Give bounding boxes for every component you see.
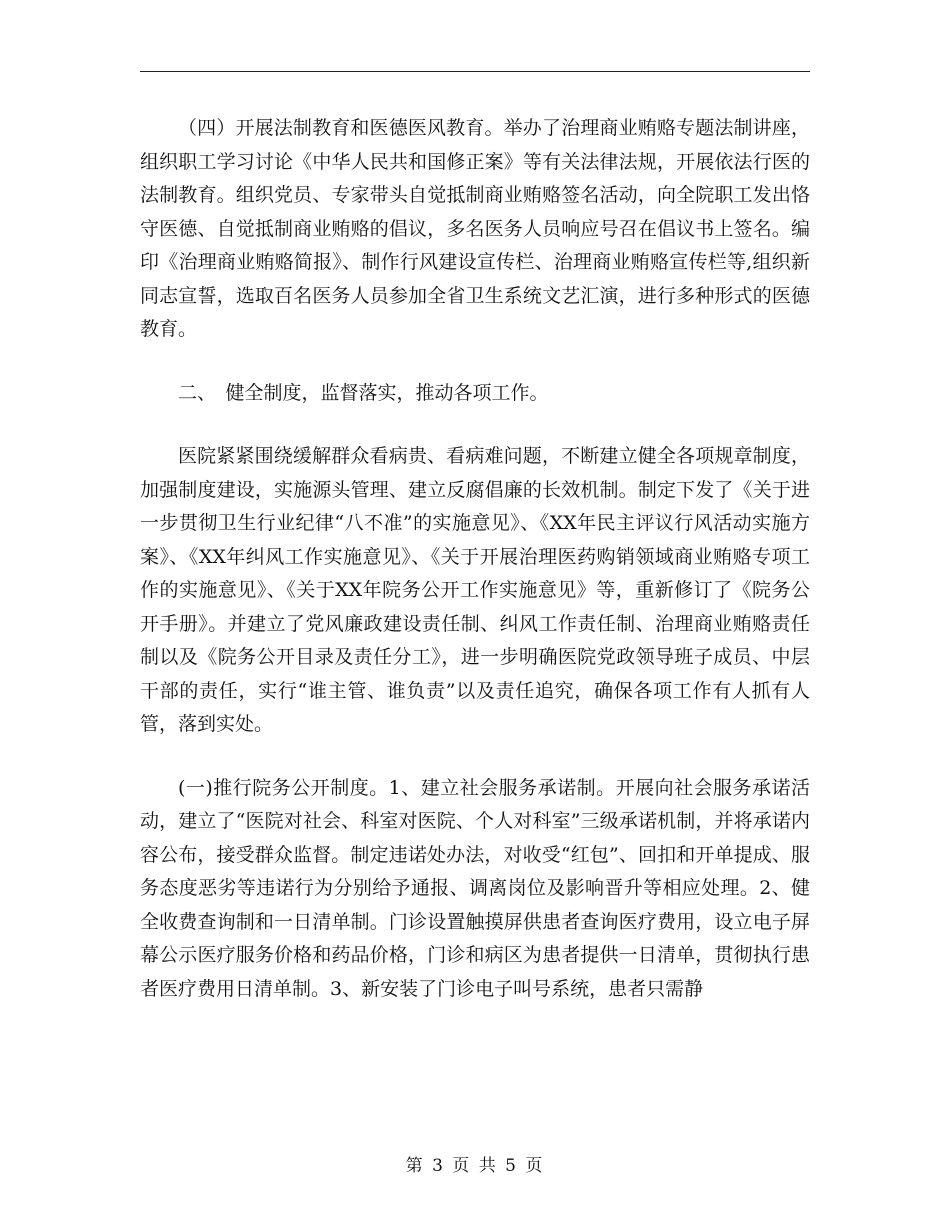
paragraph-hospital-affairs: (一)推行院务公开制度。1、建立社会服务承诺制。开展向社会服务承诺活动，建立了“医院对社会、科室对医院、个人对科室”三级承诺机制，并将承诺内容公布，接受群众监督。制定违诺处办法，对收受“红包”、回扣和开单提成、服务态度恶劣等违诺行为分别给予通报、调离岗位及影响晋升等相应处理。2、健全收费查询制和一日清单制。门诊设置触摸屏供患者查询医疗费用，设立电子屏幕公示医疗服务价格和药品价格，门诊和病区为患者提供一日清单，贯彻执行患者医疗费用日清单制。3、新安装了门诊电子叫号系统，患者只需静	[140, 776, 810, 1000]
paragraph-legal-education: （四）开展法制教育和医德医风教育。举办了治理商业贿赂专题法制讲座，组织职工学习讨论《中华人民共和国修正案》等有关法律法规，开展依法行医的法制教育。组织党员、专家带头自觉抵制商业贿赂签名活动，向全院职工发出恪守医德、自觉抵制商业贿赂的倡议，多名医务人员响应号召在倡议书上签名。编印《治理商业贿赂简报》、制作行风建设宣传栏、治理商业贿赂宣传栏等,组织新同志宣誓，选取百名医务人员参加全省卫生系统文艺汇演，进行多种形式的医德教育。	[140, 117, 810, 340]
section-heading-2: 二、 健全制度，监督落实，推动各项工作。	[178, 381, 549, 404]
header-rule	[140, 71, 810, 72]
document-body	[140, 112, 810, 1006]
paragraph-rules-system: 医院紧紧围绕缓解群众看病贵、看病难问题，不断建立健全各项规章制度，加强制度建设，实施源头管理、建立反腐倡廉的长效机制。制定下发了《关于进一步贯彻卫生行业纪律“八不准”的实施意见》、《XX年民主评议行风活动实施方案》、《XX年纠风工作实施意见》、《关于开展治理医药购销领域商业贿赂专项工作的实施意见》、《关于XX年院务公开工作实施意见》等，重新修订了《院务公开手册》。并建立了党风廉政建设责任制、纠风工作责任制、治理商业贿赂责任制以及《院务公开目录及责任分工》，进一步明确医院党政领导班子成员、中层干部的责任，实行“谁主管、谁负责”以及责任追究，确保各项工作有人抓有人管，落到实处。	[140, 445, 810, 735]
page-number-footer: 第 3 页 共 5 页	[405, 1156, 545, 1176]
